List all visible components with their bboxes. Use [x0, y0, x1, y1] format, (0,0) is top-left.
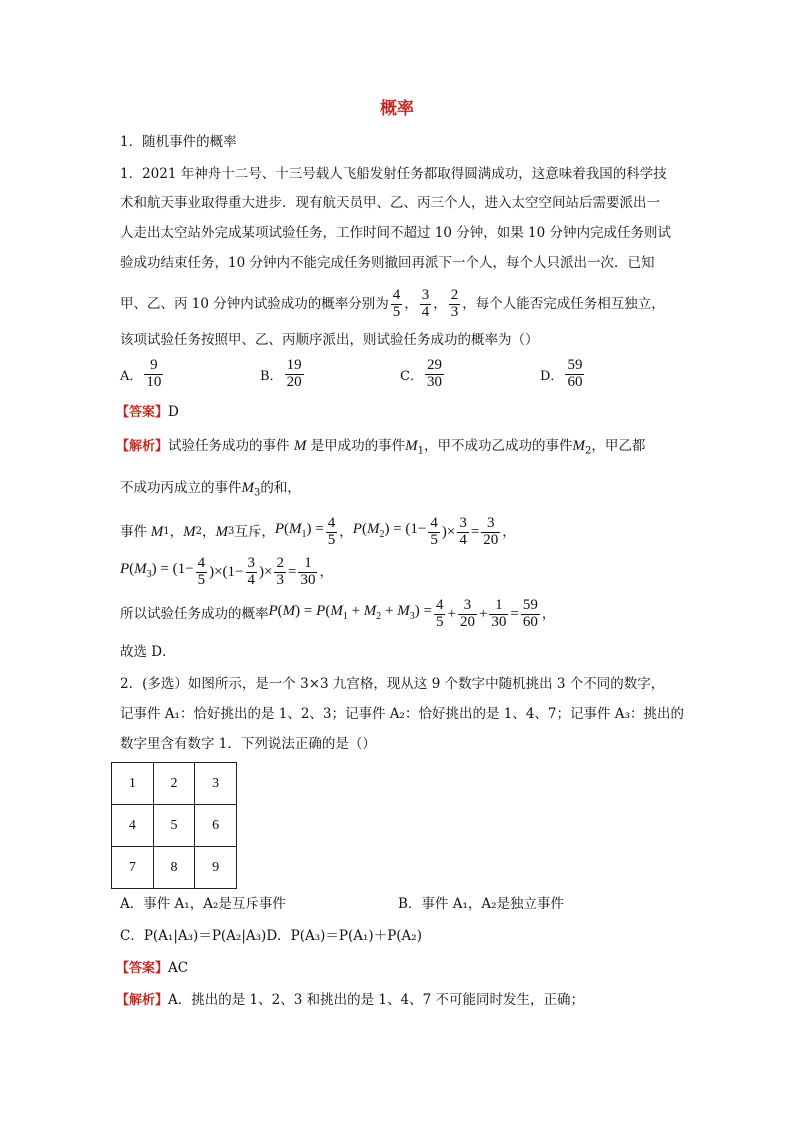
q2-option-c-d — [120, 926, 422, 946]
grid-cell: 3 — [195, 763, 237, 805]
grid-cell: 6 — [195, 805, 237, 847]
q2-analysis: 【解析】A．挑出的是 1、2、3 和挑出的是 1、4、7 不可能同时发生，正确； — [116, 992, 584, 1008]
q1-line-2: 术和航天事业取得重大进步．现有航天员甲、乙、丙三个人，进入太空空间站后需要派出一 — [120, 195, 660, 211]
q2-answer: 【答案】AC — [116, 960, 189, 976]
grid-cell: 4 — [112, 805, 154, 847]
q1-answer: 【答案】D — [116, 404, 179, 420]
q1-analysis-line-2: 不成功丙成立的事件$M_3$的和， — [120, 480, 301, 499]
grid-row — [112, 847, 237, 889]
page-title: 概率 — [380, 99, 414, 119]
prob-fraction-1: $\frac{4}{5}$ — [392, 286, 401, 320]
q1-line-4: 验成功结束任务，10 分钟内不能完成任务则撤回再派下一个人，每个人只派出一次．已知 — [120, 255, 655, 271]
grid-cell: 1 — [112, 763, 154, 805]
q1-line-1: 1．2021 年神舟十二号、十三号载人飞船发射任务都取得圆满成功，这意味着我国的科学技 — [120, 166, 667, 182]
q1-conclusion: 故选 D． — [120, 644, 176, 660]
q1-analysis-line-1: 【解析】试验任务成功的事件 M 是甲成功的事件$M_1$，甲不成功乙成功的事件$M_2$，甲乙都 — [116, 438, 646, 457]
q2-option-c: C．P(A₁|A₃)＝P(A₂|A₃) — [120, 928, 267, 944]
grid-cell: 9 — [195, 847, 237, 889]
q2-option-b: B．事件 A₁，A₂是独立事件 — [398, 896, 565, 912]
option-a: A． $\frac{9}{10}$ — [120, 356, 162, 390]
q1-line-6: 该项试验任务按照甲、乙、丙顺序派出，则试验任务成功的概率为（） — [120, 332, 539, 348]
prob-fraction-3: $\frac{2}{3}$ — [450, 286, 459, 320]
grid-cell: 7 — [112, 847, 154, 889]
q1-analysis-line-4: $P(M_3) = (1-$ $\frac{4}{5}$ )×(1− $\frac{3}{4}$ )× $\frac{2}{3}$ = $\frac{1}{30}$ ， — [120, 554, 333, 588]
q2-option-a: A．事件 A₁，A₂是互斥事件 — [120, 896, 286, 912]
prob-fraction-2: $\frac{3}{4}$ — [421, 286, 430, 320]
grid-row — [112, 763, 237, 805]
answer-tag: 【答案】 — [116, 961, 169, 976]
option-c: C． $\frac{29}{30}$ — [400, 356, 442, 390]
option-d: D． $\frac{59}{60}$ — [540, 356, 583, 390]
q1-options — [120, 352, 680, 396]
analysis-tag: 【解析】 — [116, 439, 169, 454]
q1-line-3: 人走出太空站外完成某项试验任务，工作时间不超过 10 分钟，如果 10 分钟内完成任务则试 — [120, 225, 672, 241]
q2-line-3: 数字里含有数字 1．下列说法正确的是（） — [120, 736, 376, 752]
q2-line-1: 2．(多选）如图所示，是一个 3×3 九宫格，现从这 9 个数字中随机挑出 3 个不同的数字， — [120, 676, 665, 692]
q1-analysis-line-5: 所以试验任务成功的概率 $P(M) = P(M_1 + M_2 + M_3)$ = $\frac{4}{5}$ + $\frac{3}{20}$ + $\frac{1}{30}$ = $\frac{59}{60}$ ， — [120, 596, 556, 630]
grid-row — [112, 805, 237, 847]
section-heading: 1．随机事件的概率 — [120, 134, 237, 150]
option-b: B． $\frac{19}{20}$ — [260, 356, 302, 390]
analysis-tag: 【解析】 — [116, 993, 169, 1008]
q2-line-2: 记事件 A₁：恰好挑出的是 1、2、3；记事件 A₂：恰好挑出的是 1、4、7；记事件 A₃：挑出的 — [120, 706, 684, 722]
q2-option-d: D．P(A₃)＝P(A₁)＋P(A₂) — [266, 928, 422, 944]
grid-cell: 8 — [153, 847, 195, 889]
q1-analysis-line-3: 事件 M 1 ， M 2 ， M 3 互斥， $P(M_1)$ = $\frac{4}{5}$ ， $P(M_2) = (1-$ $\frac{4}{5}$ )× $\frac{3}{4}$ = $\frac{3}{20}$ ， — [120, 514, 516, 548]
nine-grid-table — [111, 762, 237, 889]
grid-cell: 5 — [153, 805, 195, 847]
q1-line-5: 甲、乙、丙 10 分钟内试验成功的概率分别为 $\frac{4}{5}$ ， $\frac{3}{4}$ ， $\frac{2}{3}$ ，每个人能否完成任务相互独立， — [120, 286, 665, 320]
grid-cell: 2 — [153, 763, 195, 805]
answer-tag: 【答案】 — [116, 405, 169, 420]
